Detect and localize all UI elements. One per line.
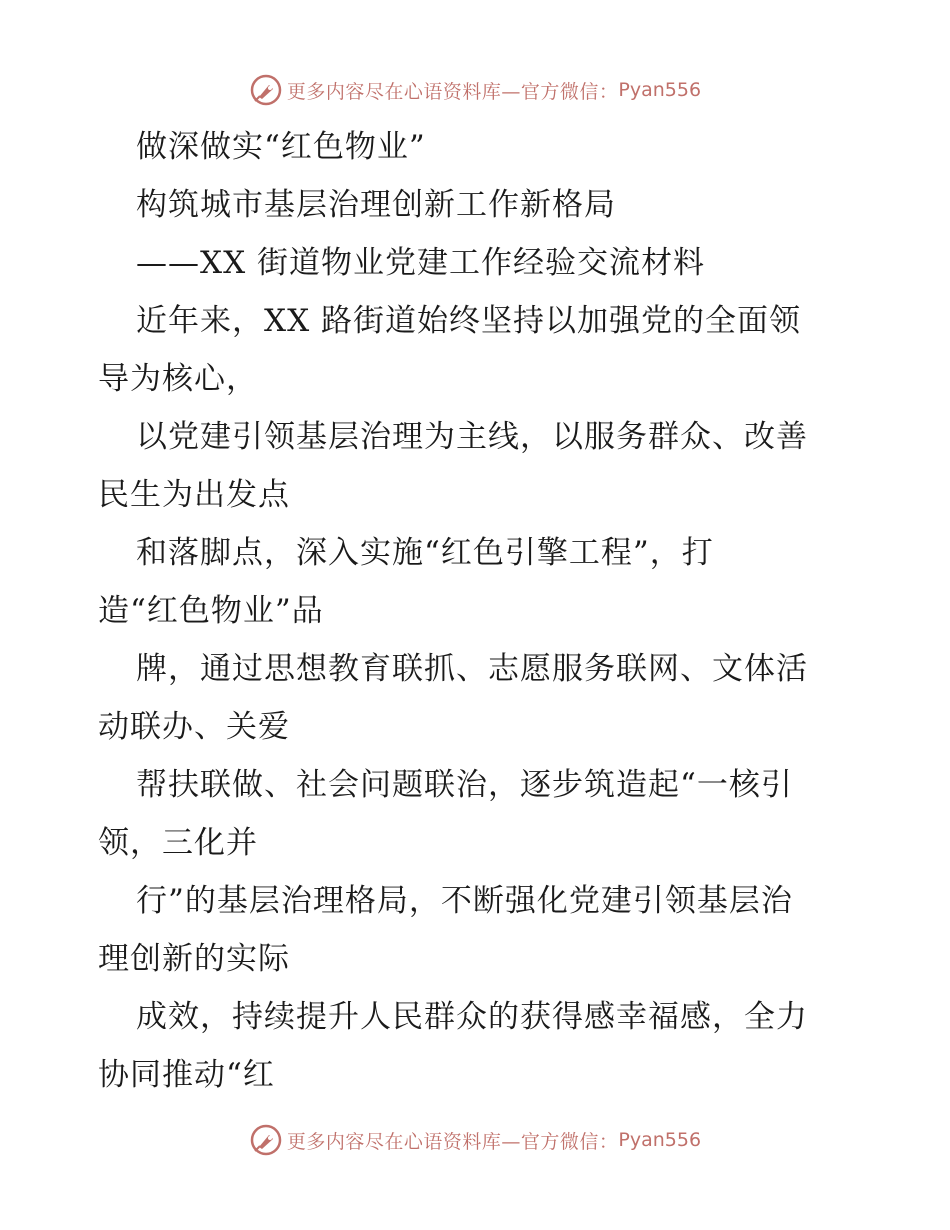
doc-title: 做深做实“红色物业” <box>136 129 426 165</box>
paragraph-line: 造“红色物业”品 <box>98 593 324 629</box>
pen-nib-logo-icon <box>249 73 283 107</box>
paragraph-line: 动联办、关爱 <box>98 709 290 745</box>
paragraph-line: 导为核心， <box>98 361 258 397</box>
pen-nib-logo-icon <box>249 1123 283 1157</box>
paragraph-line: 近年来，XX 路街道始终坚持以加强党的全面领 <box>136 303 801 339</box>
watermark-text: 更多内容尽在心语资料库—官方微信： <box>286 1130 619 1153</box>
header-watermark <box>0 70 950 110</box>
doc-byline: ——XX 街道物业党建工作经验交流材料 <box>136 245 705 281</box>
paragraph-line: 以党建引领基层治理为主线，以服务群众、改善 <box>136 419 808 455</box>
document-body <box>98 118 858 1104</box>
watermark-account: Pyan556 <box>618 79 702 101</box>
paragraph-line: 理创新的实际 <box>98 941 290 977</box>
paragraph-line: 行”的基层治理格局，不断强化党建引领基层治 <box>136 883 793 919</box>
doc-subtitle: 构筑城市基层治理创新工作新格局 <box>136 187 616 223</box>
paragraph-line: 帮扶联做、社会问题联治，逐步筑造起“一核引 <box>136 767 793 803</box>
footer-watermark <box>0 1120 950 1160</box>
paragraph-line: 牌，通过思想教育联抓、志愿服务联网、文体活 <box>136 651 808 687</box>
watermark-text: 更多内容尽在心语资料库—官方微信： <box>286 80 619 103</box>
paragraph-line: 民生为出发点 <box>98 477 290 513</box>
paragraph-line: 协同推动“红 <box>98 1057 275 1093</box>
paragraph-line: 和落脚点，深入实施“红色引擎工程”，打 <box>136 535 714 571</box>
paragraph-line: 成效，持续提升人民群众的获得感幸福感，全力 <box>136 999 808 1035</box>
watermark-account: Pyan556 <box>618 1129 702 1151</box>
paragraph-line: 领，三化并 <box>98 825 258 861</box>
